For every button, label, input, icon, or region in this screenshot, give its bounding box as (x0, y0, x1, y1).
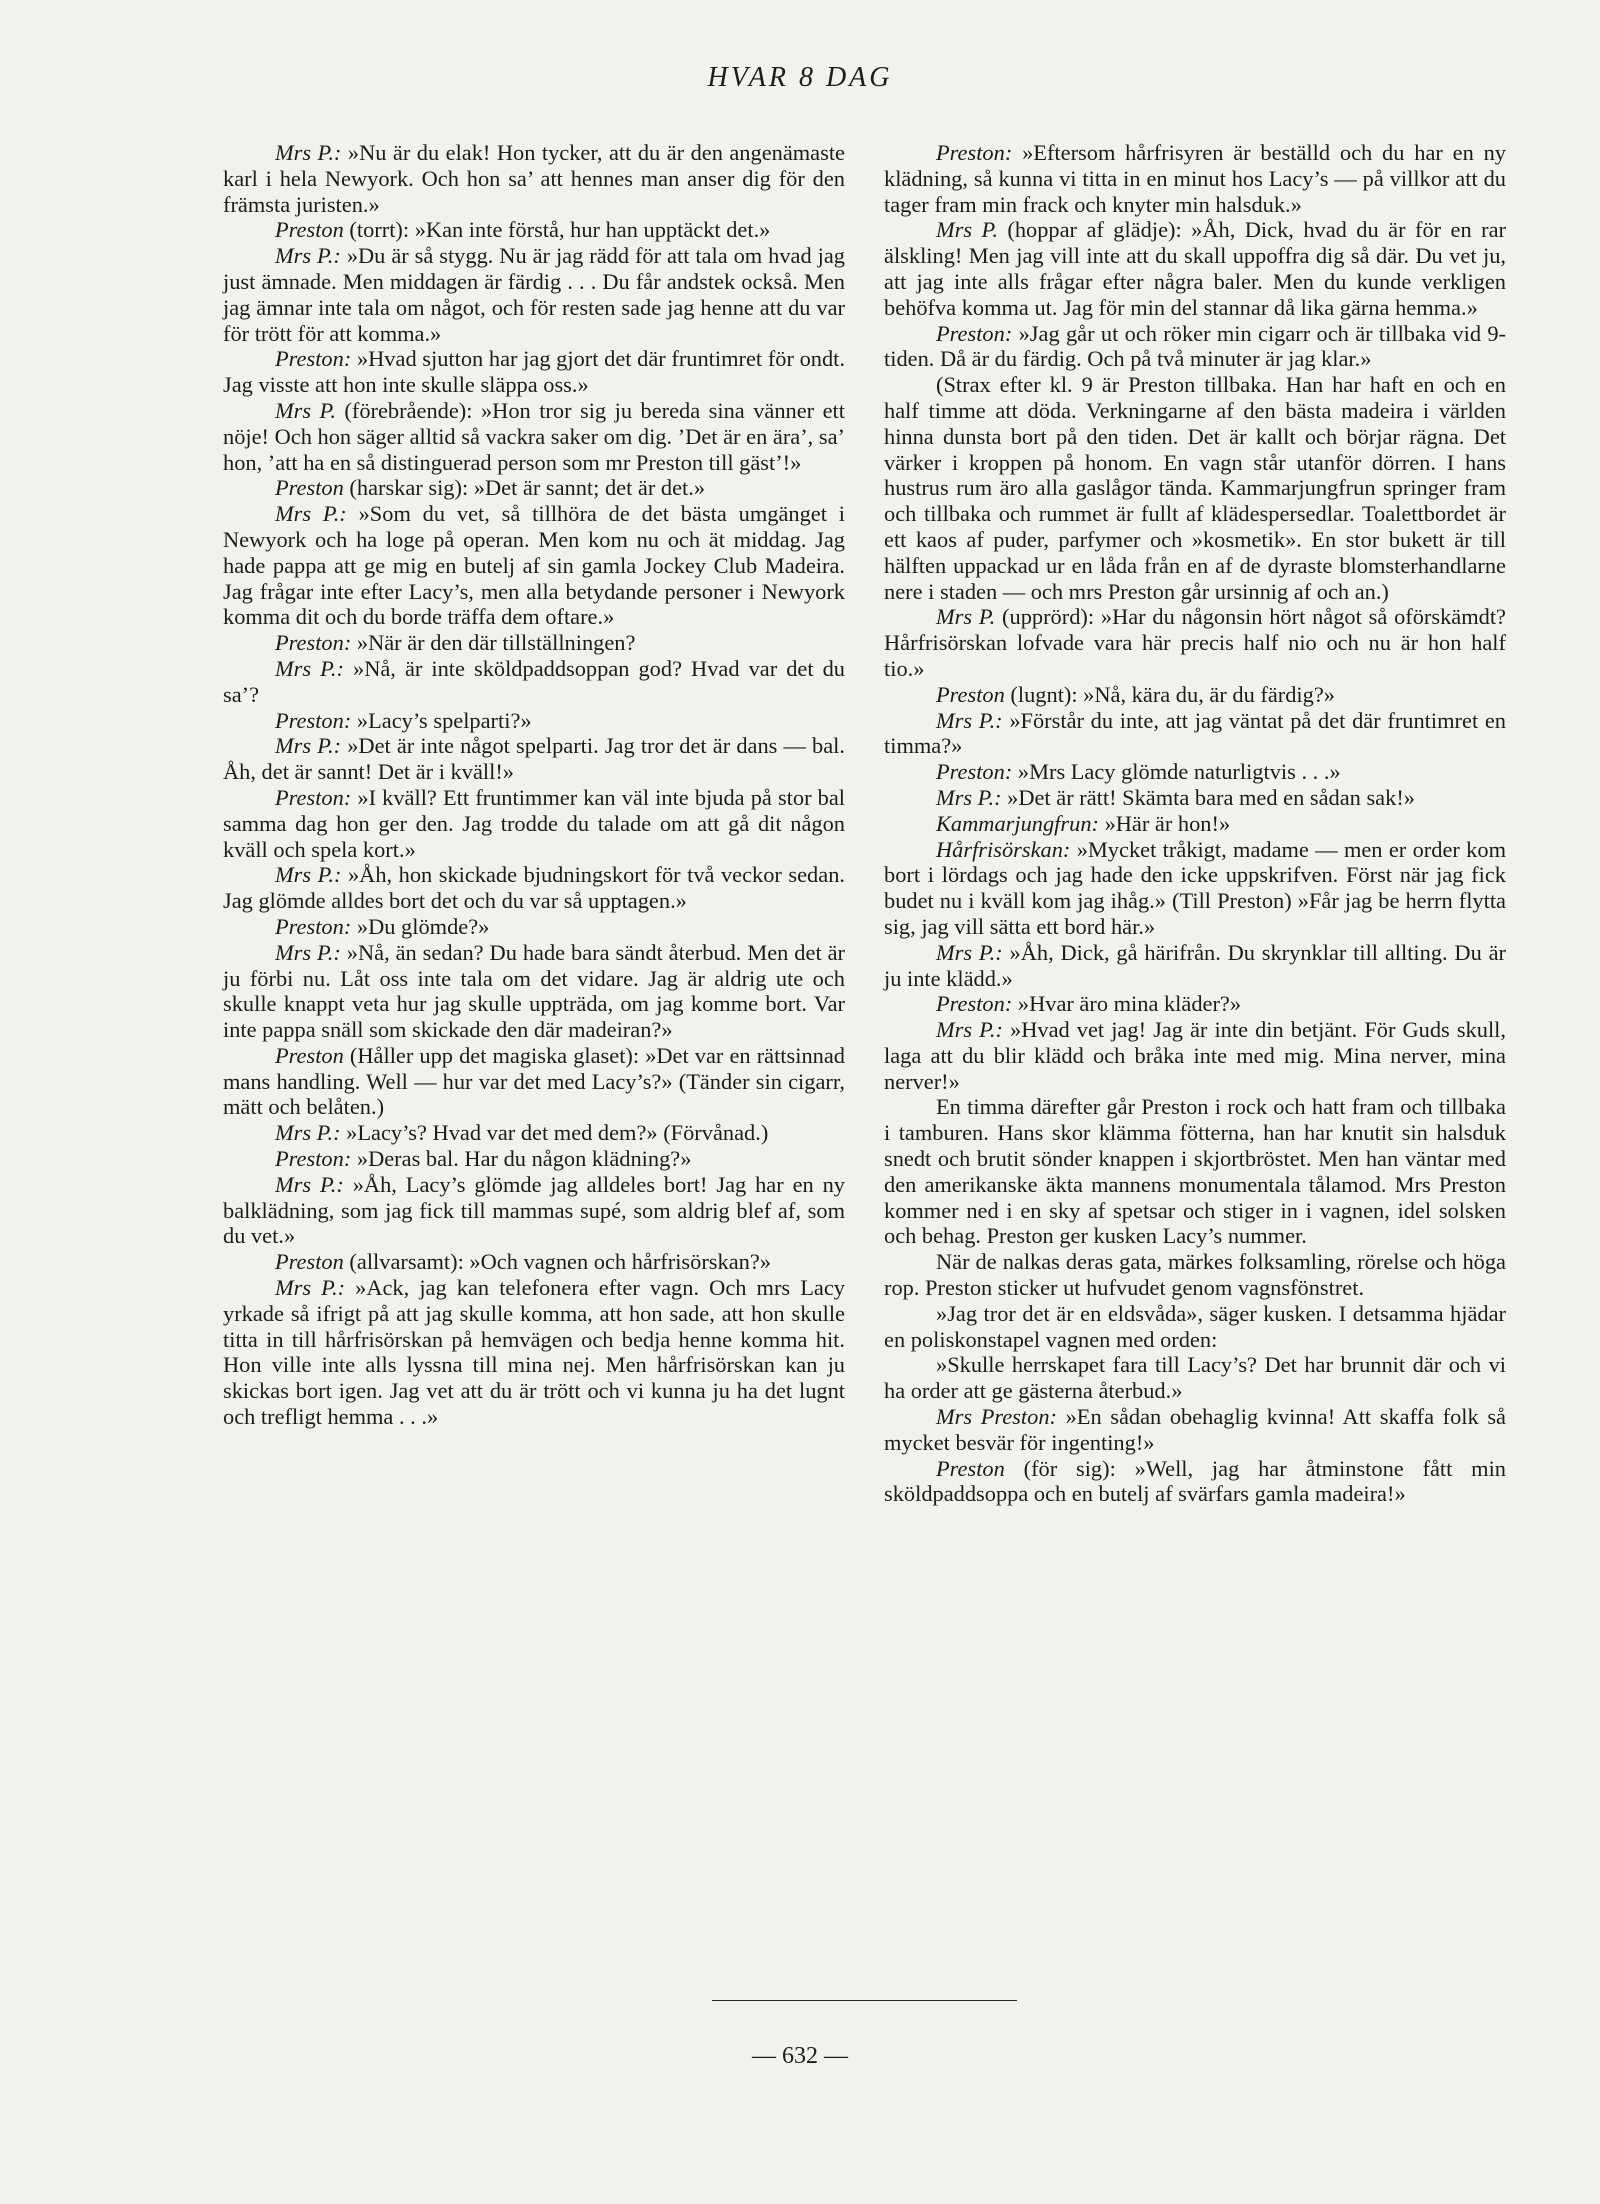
paragraph (223, 1120, 845, 1146)
paragraph (223, 140, 845, 217)
paragraph-text: »Här är hon!» (1098, 810, 1231, 836)
speaker-name: Preston: (275, 913, 352, 939)
speaker-name: Mrs P.: (936, 1017, 1003, 1043)
paragraph-text: »Du glömde?» (351, 913, 490, 939)
speaker-name: Mrs P.: (936, 707, 1003, 733)
paragraph-text: »Nu är du elak! Hon tycker, att du är den angenämaste karl i hela Newyork. Och hon sa’ att hennes man anser dig för den främsta juristen.» (223, 140, 845, 217)
page-number: — 632 — (752, 2043, 848, 2069)
speaker-name: Hårfrisörskan: (936, 836, 1071, 862)
paragraph-text: »Förstår du inte, att jag väntat på det där fruntimret en timma?» (884, 707, 1506, 759)
paragraph (223, 243, 845, 346)
speaker-name: Mrs P.: (275, 939, 341, 965)
paragraph (223, 1043, 845, 1120)
paragraph (223, 656, 845, 708)
paragraph (223, 940, 845, 1043)
paragraph-text: (förebrående): »Hon tror sig ju bereda sina vänner ett nöje! Och hon säger alltid så vackra saker om dig. ’Det är en ära’, sa’ hon, ’att ha en så distinguerad person som mr Preston till gäst’!» (223, 397, 845, 475)
paragraph-text: »Lacy’s? Hvad var det med dem?» (Förvånad.) (340, 1120, 769, 1146)
paragraph-text: (lugnt): »Nå, kära du, är du färdig?» (1004, 681, 1335, 707)
left-text-column (223, 140, 845, 1430)
page-header: HVAR 8 DAG (707, 62, 893, 93)
speaker-name: Mrs P.: (275, 243, 341, 269)
paragraph (884, 372, 1506, 604)
paragraph-text: »Det är inte något spelparti. Jag tror det är dans — bal. Åh, det är sannt! Det är i kväll!» (223, 733, 845, 785)
paragraph (884, 682, 1506, 708)
paragraph (884, 1017, 1506, 1094)
paragraph-text: »Mrs Lacy glömde naturligtvis . . .» (1012, 759, 1341, 785)
paragraph-text: (allvarsamt): »Och vagnen och hårfrisörskan?» (343, 1249, 771, 1275)
paragraph-text: »När är den där tillställningen? (351, 630, 636, 656)
paragraph (884, 785, 1506, 811)
paragraph-text: »Jag tror det är en eldsvåda», säger kusken. I detsamma hjädar en poliskonstapel vagnen med orden: (884, 1300, 1506, 1352)
paragraph (884, 1456, 1506, 1508)
speaker-name: Mrs P.: (275, 655, 344, 681)
paragraph (223, 1249, 845, 1275)
paragraph (884, 140, 1506, 217)
paragraph (223, 346, 845, 398)
speaker-name: Preston: (936, 759, 1013, 785)
paragraph-text: »Du är så stygg. Nu är jag rädd för att tala om hvad jag just ämnade. Men middagen är färdig . . . Du får andstek också. Men jag ämnar inte tala om något, och för resten sade jag henne att du var för trött för att komma.» (223, 243, 845, 346)
speaker-name: Mrs P.: (936, 784, 1002, 810)
speaker-name: Preston: (936, 140, 1013, 165)
speaker-name: Mrs P.: (275, 501, 347, 527)
speaker-name: Preston: (936, 991, 1013, 1017)
speaker-name: Kammarjungfrun: (936, 810, 1099, 836)
paragraph (884, 1404, 1506, 1456)
paragraph (884, 1249, 1506, 1301)
speaker-name: Mrs P.: (275, 1275, 346, 1301)
speaker-name: Mrs P. (936, 217, 998, 243)
paragraph-text: (Strax efter kl. 9 är Preston tillbaka. Han har haft en och en half timme att döda. Verkningarne af den bästa madeira i världen hinna dunsta bort på den tiden. Det är kallt och börjar rägna. Det värker i kroppen på honom. En vagn står utanför dörren. I hans hustrus rum äro alla gaslågor tända. Kammarjungfrun springer fram och tillbaka och rummet är fullt af klädespersedlar. Toalettbordet är ett kaos af puder, parfymer och »kosmetik». En stor bukett är till hälften uppackad ur en låda från en af de dyraste blomsterhandlarne nere i staden — och mrs Preston går ursinnig af och an.) (884, 372, 1506, 604)
speaker-name: Preston (936, 1455, 1005, 1481)
paragraph-text: »Hvad vet jag! Jag är inte din betjänt. För Guds skull, laga att du blir klädd och bråka inte med mig. Mina nerver, mina nerver!» (884, 1017, 1506, 1094)
paragraph (884, 1094, 1506, 1249)
speaker-name: Preston (936, 681, 1005, 707)
speaker-name: Preston (275, 1249, 344, 1275)
speaker-name: Preston: (275, 707, 352, 733)
paragraph-text: »Åh, Lacy’s glömde jag alldeles bort! Jag har en ny balklädning, som jag fick till mammas supé, som aldrig blef af, som du vet.» (223, 1171, 845, 1249)
paragraph-text: »Mycket tråkigt, madame — men er order kom bort i lördags och jag hade den icke uppskrifven. Först när jag fick budet nu i kväll kom jag ihåg.» (Till Preston) »Får jag be herrn flytta sig, jag vill sätta ett bord här.» (884, 836, 1506, 939)
paragraph-text: (upprörd): »Har du någonsin hört något så oförskämdt? Hårfrisörskan lofvade vara här precis half nio och nu är hon half tio.» (884, 604, 1506, 681)
speaker-name: Preston: (936, 320, 1013, 346)
paragraph (884, 1301, 1506, 1353)
paragraph (223, 217, 845, 243)
paragraph-text: »En sådan obehaglig kvinna! Att skaffa folk så mycket besvär för ingenting!» (884, 1404, 1506, 1455)
speaker-name: Mrs P. (275, 397, 336, 423)
paragraph-text: »Det är rätt! Skämta bara med en sådan sak!» (1001, 784, 1415, 810)
paragraph-text: »Hvad sjutton har jag gjort det där fruntimret för ondt. Jag visste att hon inte skulle släppa oss.» (223, 346, 845, 398)
speaker-name: Preston: (275, 784, 352, 810)
paragraph (223, 1275, 845, 1430)
paragraph-text: »I kväll? Ett fruntimmer kan väl inte bjuda på stor bal samma dag hon ger den. Jag trodde du talade om att gå dit någon kväll och spela kort.» (223, 784, 845, 862)
speaker-name: Mrs P.: (275, 1120, 341, 1146)
paragraph-text: »Deras bal. Har du någon klädning?» (351, 1146, 692, 1172)
paragraph (223, 733, 845, 785)
speaker-name: Preston (275, 1042, 344, 1068)
paragraph (884, 759, 1506, 785)
paragraph (884, 811, 1506, 837)
paragraph (884, 708, 1506, 760)
paragraph-text: »Åh, Dick, gå härifrån. Du skrynklar till allting. Du är ju inte klädd.» (884, 939, 1506, 991)
speaker-name: Preston: (275, 346, 352, 372)
paragraph-text: En timma därefter går Preston i rock och hatt fram och tillbaka i tamburen. Hans skor klämma fötterna, han har knutit sin halsduk snedt och brutit sönder knappen i skjortbröstet. Men han väntar med den amerikanske äkta mannens monumentala tålamod. Mrs Preston kommer ned i en sky af spetsar och stiger in i vagnen, idel solsken och behag. Preston ger kusken Lacy’s nummer. (884, 1094, 1506, 1249)
paragraph (223, 785, 845, 862)
speaker-name: Mrs P.: (275, 862, 342, 888)
paragraph-text: »Skulle herrskapet fara till Lacy’s? Det har brunnit där och vi ha order att ge gästerna återbud.» (884, 1352, 1506, 1404)
speaker-name: Preston (275, 475, 344, 501)
paragraph-text: (Håller upp det magiska glaset): »Det var en rättsinnad mans handling. Well — hur var det med Lacy’s?» (Tänder sin cigarr, mätt och belåten.) (223, 1042, 845, 1120)
paragraph (223, 1146, 845, 1172)
right-text-column (884, 140, 1506, 1507)
paragraph-text: »Lacy’s spelparti?» (351, 707, 532, 733)
paragraph-text: (hoppar af glädje): »Åh, Dick, hvad du är för en rar älskling! Men jag vill inte att du skall uppoffra dig så där. Du vet ju, att jag inte alls frågar efter några baler. Men du kunde verkligen behöfva komma ut. Jag för min del stannar då lika gärna hemma.» (884, 217, 1506, 320)
paragraph-text: »Nå, är inte sköldpaddsoppan god? Hvad var det du sa’? (223, 655, 845, 707)
paragraph (223, 708, 845, 734)
speaker-name: Mrs Preston: (936, 1404, 1057, 1430)
paragraph-text: »Som du vet, så tillhöra de det bästa umgänget i Newyork och ha loge på operan. Men kom nu och ät middag. Jag hade pappa att ge mig en butelj af sin gamla Jockey Club Madeira. Jag frågar inte efter Lacy’s, men alla betydande personer i Newyork komma dit och du borde träffa dem oftare.» (223, 501, 845, 630)
paragraph-text: »Åh, hon skickade bjudningskort för två veckor sedan. Jag glömde alldes bort det och du var så upptagen.» (223, 862, 845, 914)
paragraph (223, 501, 845, 630)
paragraph (223, 1172, 845, 1249)
speaker-name: Preston (275, 217, 344, 243)
speaker-name: Mrs P.: (936, 939, 1003, 965)
paragraph (223, 398, 845, 475)
paragraph-text: (torrt): »Kan inte förstå, hur han upptäckt det.» (343, 217, 771, 243)
paragraph (223, 914, 845, 940)
speaker-name: Preston: (275, 630, 352, 656)
speaker-name: Mrs P. (936, 604, 996, 630)
paragraph-text: »Jag går ut och röker min cigarr och är tillbaka vid 9-tiden. Då är du färdig. Och på två minuter är jag klar.» (884, 320, 1506, 372)
speaker-name: Mrs P.: (275, 140, 342, 165)
paragraph-text: »Nå, än sedan? Du hade bara sändt återbud. Men det är ju förbi nu. Låt oss inte tala om det vidare. Jag är aldrig ute och skulle knappt veta hur jag skulle uppträda, om jag komme bort. Var inte pappa snäll som skickade den där madeiran?» (223, 939, 845, 1043)
paragraph (884, 991, 1506, 1017)
speaker-name: Preston: (275, 1146, 352, 1172)
paragraph-text: »Ack, jag kan telefonera efter vagn. Och mrs Lacy yrkade så ifrigt på att jag skulle komma, att hon sade, att hon skulle titta in till hårfrisörskan på hemvägen och bedja henne komma hit. Hon ville inte alls lyssna till mina nej. Men hårfrisörskan kan ju skickas bort igen. Jag vet att du är trött och vi kunna ju ha det lugnt och trefligt hemma . . .» (223, 1275, 845, 1430)
paragraph (223, 475, 845, 501)
paragraph-text: När de nalkas deras gata, märkes folksamling, rörelse och höga rop. Preston sticker ut hufvudet genom vagnsfönstret. (884, 1249, 1506, 1301)
speaker-name: Mrs P.: (275, 1171, 344, 1197)
paragraph (884, 604, 1506, 681)
paragraph-text: »Eftersom hårfrisyren är beställd och du har en ny klädning, så kunna vi titta in en minut hos Lacy’s — på villkor att du tager fram min frack och knyter min halsduk.» (884, 140, 1506, 217)
paragraph-text: (harskar sig): »Det är sannt; det är det.» (343, 475, 706, 501)
footer-rule (712, 2000, 1017, 2001)
paragraph (884, 321, 1506, 373)
paragraph-text: (för sig): »Well, jag har åtminstone fått min sköldpaddsoppa och en butelj af svärfars gamla madeira!» (884, 1455, 1506, 1507)
paragraph (884, 217, 1506, 320)
paragraph (223, 630, 845, 656)
speaker-name: Mrs P.: (275, 733, 342, 759)
paragraph (884, 837, 1506, 940)
paragraph (884, 940, 1506, 992)
paragraph (223, 862, 845, 914)
paragraph-text: »Hvar äro mina kläder?» (1012, 991, 1242, 1017)
paragraph (884, 1352, 1506, 1404)
